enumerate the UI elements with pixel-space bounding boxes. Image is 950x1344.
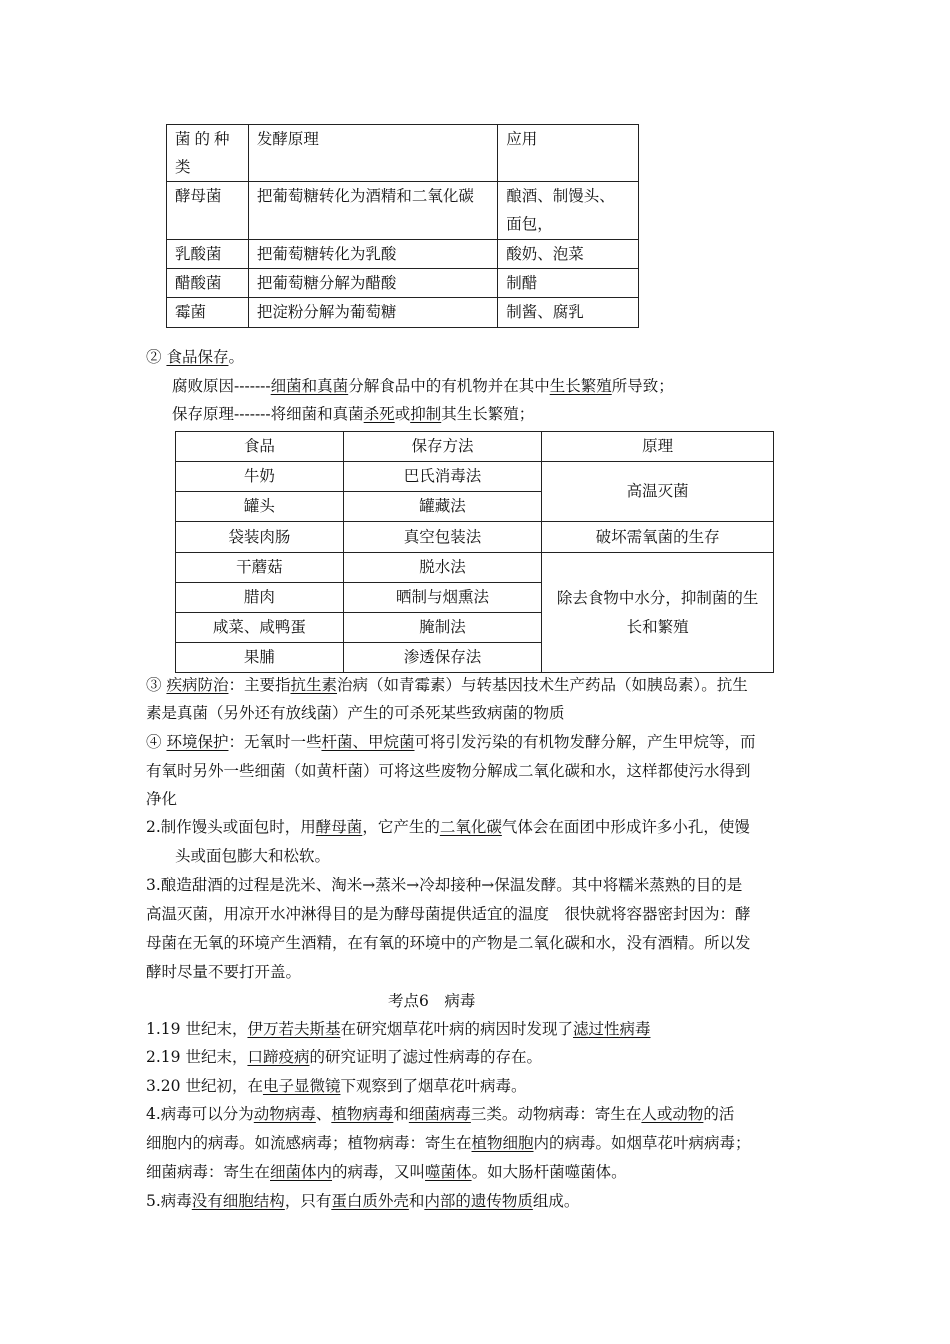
table-cell: 罐藏法 [343, 492, 542, 522]
table-cell: 咸菜、咸鸭蛋 [176, 613, 344, 643]
virus-point-4-line-3: 细菌病毒：寄生在细菌体内的病毒，又叫噬菌体。如大肠杆菌噬菌体。 [146, 1163, 627, 1181]
table-cell: 霉菌 [167, 298, 249, 328]
virus-point-1: 1.19 世纪末，伊万若夫斯基在研究烟草花叶病的病因时发现了滤过性病毒 [146, 1020, 651, 1038]
virus-point-2: 2.19 世纪末，口蹄疫病的研究证明了滤过性病毒的存在。 [146, 1048, 542, 1066]
table-cell: 把葡萄糖转化为酒精和二氧化碳 [248, 182, 497, 240]
food-heading: ② 食品保存。 [146, 348, 244, 366]
header-cell: 应用 [498, 125, 639, 182]
spoilage-cause: 腐败原因-------细菌和真菌分解食品中的有机物并在其中生长繁殖所导致； [172, 377, 674, 395]
table-cell: 酵母菌 [167, 182, 249, 240]
table-cell: 酿酒、制馒头、面包， [498, 182, 639, 240]
header-cell: 保存方法 [343, 432, 542, 462]
table-cell: 脱水法 [343, 553, 542, 583]
table-cell: 乳酸菌 [167, 240, 249, 269]
table-row [176, 522, 774, 553]
environment-paragraph-line-2: 有氧时另外一些细菌（如黄杆菌）可将这些废物分解成二氧化碳和水，这样都使污水得到 [146, 762, 751, 780]
table-cell: 把葡萄糖分解为醋酸 [248, 269, 497, 298]
table-cell: 把淀粉分解为葡萄糖 [248, 298, 497, 328]
table-cell: 制酱、腐乳 [498, 298, 639, 328]
header-cell: 发酵原理 [248, 125, 497, 182]
virus-point-5: 5.病毒没有细胞结构，只有蛋白质外壳和内部的遗传物质组成。 [146, 1192, 580, 1210]
table-row [176, 553, 774, 583]
table-cell: 牛奶 [176, 462, 344, 492]
wine-paragraph-line-1: 3.酿造甜酒的过程是洗米、淘米→蒸米→冷却接种→保温发酵。其中将糯米蒸熟的目的是 [146, 876, 743, 894]
virus-point-4-line-2: 细胞内的病毒。如流感病毒；植物病毒：寄生在植物细胞内的病毒。如烟草花叶病病毒； [146, 1134, 751, 1152]
table-cell: 把葡萄糖转化为乳酸 [248, 240, 497, 269]
table-cell: 醋酸菌 [167, 269, 249, 298]
table-row [167, 182, 639, 240]
section-title: 考点6 病毒 [388, 992, 476, 1010]
bread-paragraph-line-2: 头或面包膨大和松软。 [175, 847, 331, 865]
table-cell: 渗透保存法 [343, 643, 542, 673]
table-header-row [176, 432, 774, 462]
table-cell: 果脯 [176, 643, 344, 673]
table-row [176, 462, 774, 492]
virus-point-3: 3.20 世纪初，在电子显微镜下观察到了烟草花叶病毒。 [146, 1077, 527, 1095]
wine-paragraph-line-2: 高温灭菌，用凉开水冲淋得目的是为酵母菌提供适宜的温度 很快就将容器密封因为：酵 [146, 905, 751, 923]
table-cell: 干蘑菇 [176, 553, 344, 583]
table-header-row [167, 125, 639, 182]
virus-point-4-line-1: 4.病毒可以分为动物病毒、植物病毒和细菌病毒三类。动物病毒：寄生在人或动物的活 [146, 1105, 735, 1123]
table-cell: 腌制法 [343, 613, 542, 643]
table-row [167, 269, 639, 298]
header-cell: 食品 [176, 432, 344, 462]
disease-paragraph-line-1: ③ 疾病防治：主要指抗生素治病（如青霉素）与转基因技术生产药品（如胰岛素）。抗生 [146, 676, 748, 694]
wine-paragraph-line-3: 母菌在无氧的环境产生酒精，在有氧的环境中的产物是二氧化碳和水，没有酒精。所以发 [146, 934, 751, 952]
table-row [167, 240, 639, 269]
table-cell: 制醋 [498, 269, 639, 298]
table-cell: 破坏需氧菌的生存 [542, 522, 774, 553]
preservation-principle: 保存原理-------将细菌和真菌杀死或抑制其生长繁殖； [172, 405, 535, 423]
wine-paragraph-line-4: 酵时尽量不要打开盖。 [146, 963, 302, 981]
table-row [167, 298, 639, 328]
table-cell: 腊肉 [176, 583, 344, 613]
preservation-table [175, 431, 774, 673]
fermentation-table [166, 124, 639, 328]
table-cell: 罐头 [176, 492, 344, 522]
table-cell: 巴氏消毒法 [343, 462, 542, 492]
environment-paragraph-line-1: ④ 环境保护：无氧时一些杆菌、甲烷菌可将引发污染的有机物发酵分解，产生甲烷等，而 [146, 733, 756, 751]
table-cell: 晒制与烟熏法 [343, 583, 542, 613]
table-cell: 袋装肉肠 [176, 522, 344, 553]
header-cell: 菌的种类 [167, 125, 249, 182]
disease-paragraph-line-2: 素是真菌（另外还有放线菌）产生的可杀死某些致病菌的物质 [146, 704, 565, 722]
table-cell: 除去食物中水分，抑制菌的生长和繁殖 [542, 553, 774, 673]
bread-paragraph-line-1: 2.制作馒头或面包时，用酵母菌，它产生的二氧化碳气体会在面团中形成许多小孔，使馒 [146, 818, 750, 836]
header-cell: 原理 [542, 432, 774, 462]
table-cell: 高温灭菌 [542, 462, 774, 522]
environment-paragraph-line-3: 净化 [146, 790, 178, 808]
table-cell: 酸奶、泡菜 [498, 240, 639, 269]
table-cell: 真空包装法 [343, 522, 542, 553]
